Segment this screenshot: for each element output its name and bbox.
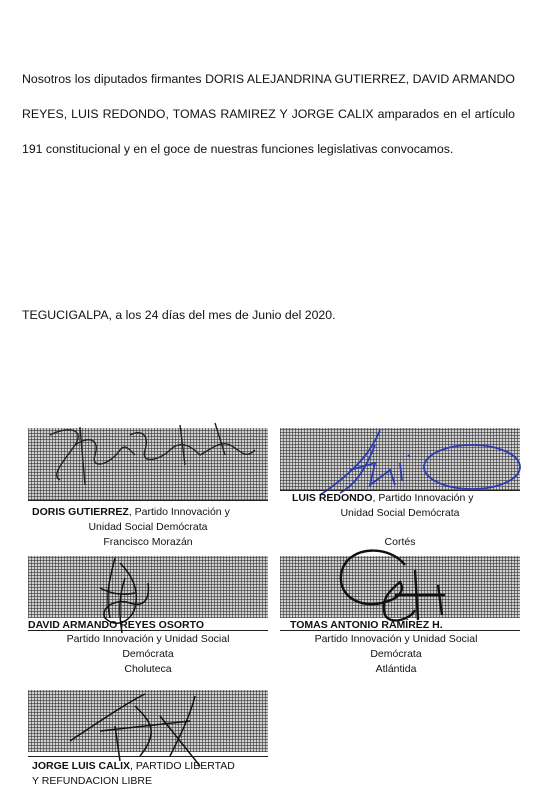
body-paragraph: Nosotros los diputados firmantes DORIS ALEJANDRINA GUTIERREZ, DAVID ARMANDO REYES, LUIS REDONDO, TOMAS RAMIREZ Y JORGE CALIX amparados en el artículo 191 constitucional y en el goce de nuestras funciones legislativas convocamos. bbox=[22, 72, 515, 156]
signatory-party-david-2: Demócrata bbox=[122, 648, 174, 660]
signature-rule-doris bbox=[28, 500, 268, 501]
signatory-party-david: Partido Innovación y Unidad Social bbox=[66, 633, 230, 645]
signature-rule-luis bbox=[280, 490, 520, 491]
date-line: TEGUCIGALPA, a los 24 días del mes de Junio del 2020. bbox=[22, 308, 336, 322]
signatory-name-tomas: TOMAS ANTONIO RAMÍREZ H. bbox=[290, 619, 443, 631]
signatory-party-luis: Unidad Social Demócrata bbox=[340, 507, 460, 519]
signatory-department-david: Choluteca bbox=[124, 663, 172, 675]
signatory-department-tomas: Atlántida bbox=[375, 663, 417, 675]
signatory-name-doris: DORIS GUTIERREZ bbox=[32, 506, 129, 518]
signatory-name-david-row bbox=[28, 619, 204, 631]
signatory-department-luis: Cortés bbox=[384, 536, 416, 548]
signatory-name-luis: LUIS REDONDO bbox=[292, 492, 373, 504]
signatory-name-david: DAVID ARMANDO REYES OSORTO bbox=[28, 619, 204, 631]
signatory-department-doris: Francisco Morazán bbox=[103, 536, 193, 548]
signature-rule-jorge bbox=[28, 756, 268, 757]
signatory-party-doris: Unidad Social Demócrata bbox=[88, 521, 208, 533]
signatory-line-luis: LUIS REDONDO, Partido Innovación y bbox=[292, 492, 474, 504]
signature-doris bbox=[30, 405, 270, 505]
signatory-party-tomas-2: Demócrata bbox=[370, 648, 422, 660]
signatory-line-jorge: JORGE LUIS CALIX, PARTIDO LIBERTAD bbox=[32, 760, 235, 772]
signatory-name-jorge: JORGE LUIS CALIX bbox=[32, 760, 131, 772]
signatory-name-tomas-row bbox=[290, 619, 443, 631]
signatory-party-jorge: Y REFUNDACION LIBRE bbox=[32, 775, 152, 787]
signatory-party-tomas: Partido Innovación y Unidad Social bbox=[314, 633, 478, 645]
signatory-line-doris: DORIS GUTIERREZ, Partido Innovación y bbox=[32, 506, 230, 518]
